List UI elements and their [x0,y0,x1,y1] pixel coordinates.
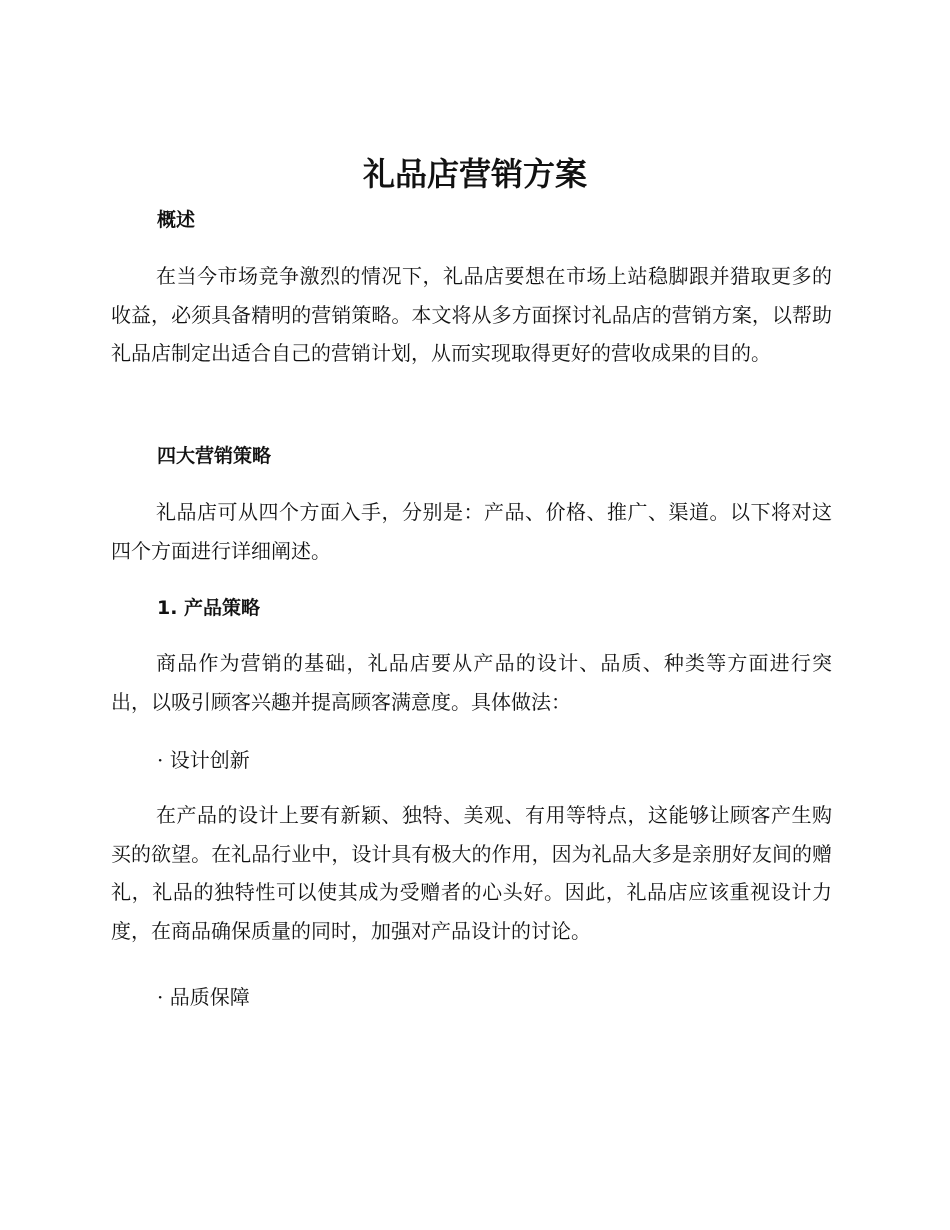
bullet-quality-assurance: · 品质保障 [157,985,250,1009]
overview-paragraph: 在当今市场竞争激烈的情况下，礼品店要想在市场上站稳脚跟并猎取更多的收益，必须具备精明的营销策略。本文将从多方面探讨礼品店的营销方案，以帮助礼品店制定出适合自己的营销计划，从而实现取得更好的营收成果的目的。 [111,264,832,365]
overview-heading: 概述 [157,209,196,231]
product-strategy-heading: 1. 产品策略 [157,597,261,619]
strategy-heading: 四大营销策略 [157,445,272,467]
bullet-design-innovation: · 设计创新 [157,748,250,772]
document-title: 礼品店营销方案 [362,155,587,193]
design-paragraph: 在产品的设计上要有新颖、独特、美观、有用等特点，这能够让顾客产生购买的欲望。在礼品行业中，设计具有极大的作用，因为礼品大多是亲朋好友间的赠礼，礼品的独特性可以使其成为受赠者的心头好。因此，礼品店应该重视设计力度，在商品确保质量的同时，加强对产品设计的讨论。 [111,803,832,943]
strategy-paragraph: 礼品店可从四个方面入手，分别是：产品、价格、推广、渠道。以下将对这四个方面进行详细阐述。 [111,500,832,563]
product-strategy-paragraph: 商品作为营销的基础，礼品店要从产品的设计、品质、种类等方面进行突出，以吸引顾客兴趣并提高顾客满意度。具体做法： [111,651,832,714]
